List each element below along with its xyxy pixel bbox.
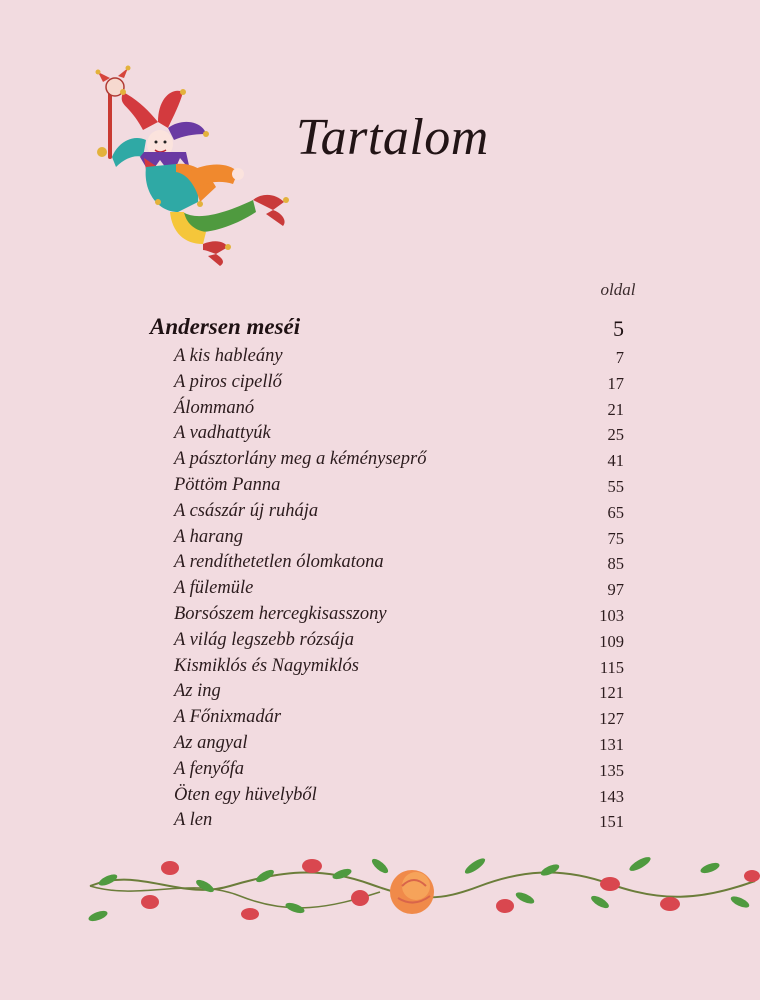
toc-entry[interactable]	[174, 578, 630, 604]
toc-entry-page: 21	[607, 399, 624, 419]
toc-entry-title: A rendíthetetlen ólomkatona	[174, 552, 384, 573]
toc-entry[interactable]	[174, 604, 630, 630]
toc-entry[interactable]	[174, 656, 630, 682]
toc-entry-page: 65	[607, 502, 624, 522]
toc-entry-page: 151	[599, 812, 624, 832]
toc-entry[interactable]	[174, 681, 630, 707]
table-of-contents	[174, 346, 630, 836]
toc-entry[interactable]	[174, 475, 630, 501]
toc-entry-page: 135	[599, 760, 624, 780]
toc-entry[interactable]	[174, 759, 630, 785]
toc-entry-title: A fenyőfa	[174, 758, 245, 779]
toc-entry-title: A császár új ruhája	[174, 500, 319, 521]
toc-entry[interactable]	[174, 398, 630, 424]
toc-entry[interactable]	[174, 501, 630, 527]
toc-entry-title: Pöttöm Panna	[174, 474, 281, 495]
toc-entry-page: 115	[599, 657, 624, 677]
toc-entry-title: Álommanó	[174, 397, 255, 418]
toc-entry[interactable]	[174, 785, 630, 811]
toc-entry-title: A pásztorlány meg a kéményseprő	[174, 449, 427, 470]
toc-entry-title: Borsószem hercegkisasszony	[174, 603, 387, 624]
toc-entry-page: 103	[599, 605, 624, 625]
toc-entry-title: A Főnixmadár	[174, 707, 282, 728]
toc-entry-title: A harang	[174, 526, 244, 547]
toc-entry[interactable]	[174, 552, 630, 578]
toc-entry[interactable]	[174, 346, 630, 372]
section-page-number: 5	[613, 316, 624, 341]
page-column-label: oldal	[600, 280, 636, 299]
toc-entry-page: 109	[599, 631, 624, 651]
section-title: Andersen meséi	[150, 314, 301, 339]
rose-vine-border	[80, 846, 760, 928]
toc-entry-title: A világ legszebb rózsája	[174, 629, 355, 650]
page-title: Tartalom	[296, 109, 489, 166]
toc-entry-page: 41	[607, 451, 624, 471]
toc-entry-page: 127	[599, 709, 624, 729]
toc-entry-page: 131	[599, 734, 624, 754]
toc-entry-title: A vadhattyúk	[174, 423, 271, 444]
toc-entry[interactable]	[174, 449, 630, 475]
toc-entry-page: 85	[607, 554, 624, 574]
toc-entry-title: A kis hableány	[174, 346, 283, 366]
toc-entry-page: 17	[607, 373, 624, 393]
toc-entry-page: 143	[599, 786, 624, 806]
jester-illustration	[88, 62, 298, 267]
toc-entry-title: A piros cipellő	[174, 371, 282, 392]
toc-entry[interactable]	[174, 423, 630, 449]
section-heading	[150, 314, 630, 346]
toc-entry-title: Az ing	[174, 681, 221, 702]
toc-entry-page: 7	[615, 348, 624, 367]
toc-entry[interactable]	[174, 527, 630, 553]
toc-entry-page: 25	[607, 425, 624, 445]
toc-entry[interactable]	[174, 707, 630, 733]
toc-entry-page: 121	[599, 683, 624, 703]
toc-entry-title: Öten egy hüvelyből	[174, 784, 317, 805]
toc-entry-page: 75	[607, 528, 624, 548]
toc-entry-page: 97	[607, 580, 624, 600]
toc-entry-title: Kismiklós és Nagymiklós	[174, 655, 359, 676]
toc-entry[interactable]	[174, 630, 630, 656]
toc-entry[interactable]	[174, 372, 630, 398]
toc-entry-page: 55	[607, 476, 624, 496]
toc-entry-title: A fülemüle	[174, 578, 254, 599]
toc-entry[interactable]	[174, 810, 630, 836]
toc-entry[interactable]	[174, 733, 630, 759]
toc-entry-title: A len	[174, 810, 213, 831]
toc-entry-title: Az angyal	[174, 732, 248, 753]
